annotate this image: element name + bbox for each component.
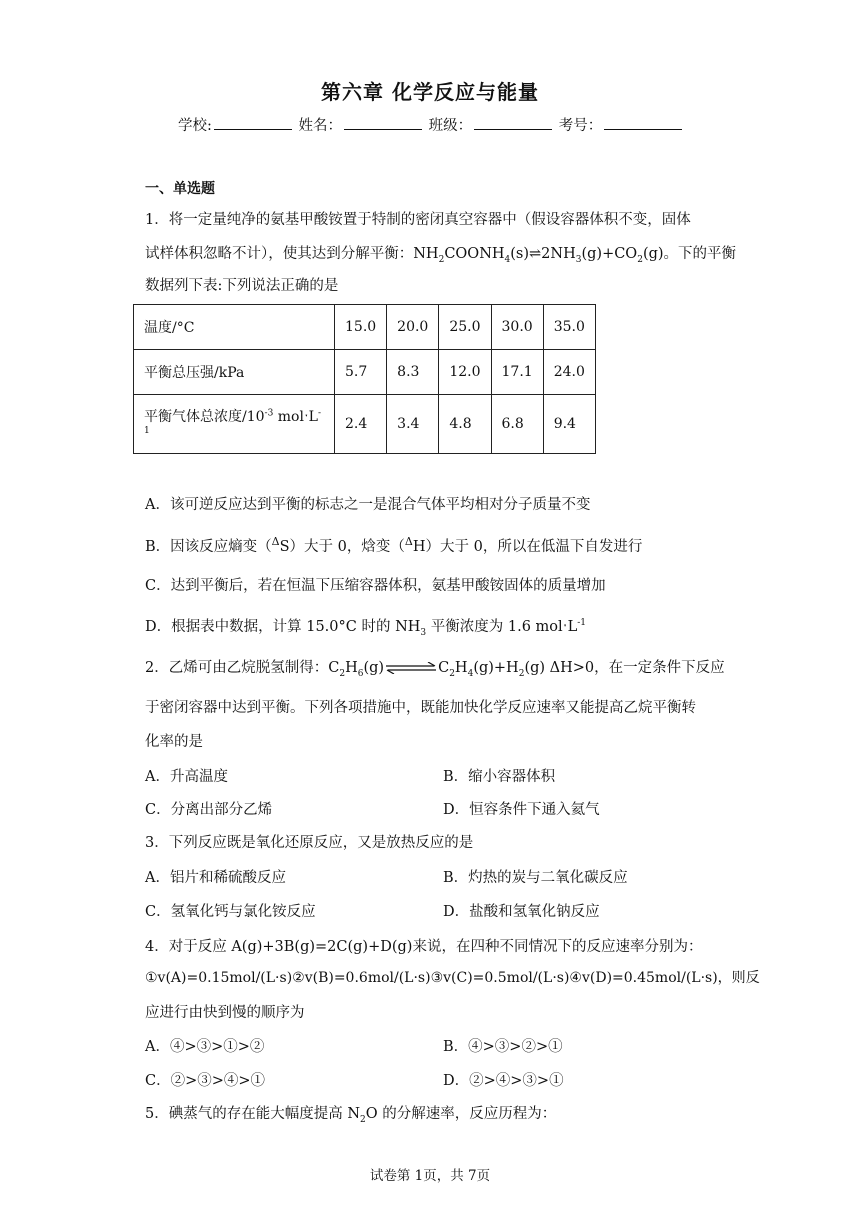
equilibrium-data-table bbox=[133, 304, 596, 454]
table-cell: 35.0 bbox=[543, 305, 595, 350]
q3-option-c: C．氢氧化钙与氯化铵反应 bbox=[145, 904, 316, 920]
q3-option-d: D．盐酸和氢氧化钠反应 bbox=[443, 904, 600, 920]
class-label: 班级： bbox=[428, 118, 473, 134]
student-info-line bbox=[178, 114, 684, 135]
table-row-label: 平衡气体总浓度$/10^{-3}$ molˑL$^{-1}$ bbox=[134, 395, 335, 454]
q2-option-d: D．恒容条件下通入氦气 bbox=[443, 802, 600, 818]
q4-line2: ①v(A)=0.15mol/(L·s)②v(B)=0.6mol/(L·s)③v(C)=0.5mol/(L·s)④v(D)=0.45mol/(L·s)，则反 bbox=[145, 970, 760, 986]
table-cell: 3.4 bbox=[387, 395, 439, 454]
section-title: 一、单选题 bbox=[145, 181, 215, 197]
row-label-unit: mol bbox=[273, 408, 304, 425]
eq-right-c: C bbox=[438, 660, 450, 676]
row-label-sup2: -1 bbox=[144, 408, 322, 436]
q1-option-c: C．达到平衡后，若在恒温下压缩容器体积，氨基甲酸铵固体的质量增加 bbox=[145, 578, 606, 594]
q1-line2: 试样体积忽略不计），使其达到分解平衡：$NH_2COONH_4(s)\rightleftharpoons 2NH_3(g)+CO_2(g)$。下的平衡 bbox=[145, 246, 737, 265]
q4-option-b: B．④>③>②>① bbox=[443, 1039, 563, 1055]
eq-tail2: (g) ΔH>0 bbox=[524, 660, 595, 676]
q2-line3: 化率的是 bbox=[145, 734, 203, 750]
q2-line2: 于密闭容器中达到平衡。下列各项措施中，既能加快化学反应速率又能提高乙烷平衡转 bbox=[145, 700, 696, 716]
table-cell: 2.4 bbox=[335, 395, 387, 454]
q1-option-b: B．因该反应熵变（$^\Delta$S）大于 0，焓变（$^\Delta$H）大于 0，所以在低温下自发进行 bbox=[145, 535, 643, 555]
table-cell: 20.0 bbox=[387, 305, 439, 350]
q4-line1: 4．对于反应 A(g)+3B(g)=2C(g)+D(g)来说，在四种不同情况下的反应速率分别为： bbox=[145, 939, 703, 955]
table-cell: 15.0 bbox=[335, 305, 387, 350]
table-cell: 24.0 bbox=[543, 350, 595, 395]
q5-line1: 5．碘蒸气的存在能大幅度提高 $N_2O$ 的分解速率，反应历程为： bbox=[145, 1106, 557, 1125]
q1-optb-text-c: H）大于 0，所以在低温下自发进行 bbox=[412, 539, 643, 555]
q1-optb-text-b: S）大于 0，焓变（ bbox=[279, 539, 405, 555]
table-row-label: 平衡总压强/kPa bbox=[134, 350, 335, 395]
class-blank bbox=[474, 116, 552, 130]
table-cell: 17.1 bbox=[491, 350, 543, 395]
q4-option-a: A．④>③>①>② bbox=[145, 1039, 265, 1055]
table-cell: 12.0 bbox=[439, 350, 491, 395]
id-blank bbox=[604, 116, 682, 130]
q1-line3: 数据列下表:下列说法正确的是 bbox=[145, 278, 339, 294]
table-cell: 30.0 bbox=[491, 305, 543, 350]
row-label-text: 平衡气体总浓度/10 bbox=[144, 408, 265, 425]
q1-line1: 1．将一定量纯净的氨基甲酸铵置于特制的密闭真空容器中（假设容器体积不变，固体 bbox=[145, 212, 691, 228]
table-row bbox=[134, 305, 596, 350]
name-blank bbox=[344, 116, 422, 130]
page-title: 第六章 化学反应与能量 bbox=[321, 80, 539, 104]
q3-option-a: A．铝片和稀硫酸反应 bbox=[145, 870, 286, 886]
table-cell: 9.4 bbox=[543, 395, 595, 454]
table-cell: 25.0 bbox=[439, 305, 491, 350]
table-row bbox=[134, 350, 596, 395]
page-footer: 试卷第 1页，共 7页 bbox=[369, 1168, 491, 1184]
id-label: 考号： bbox=[558, 118, 603, 134]
row-label-sup: -3 bbox=[264, 408, 274, 419]
q2-option-c: C．分离出部分乙烯 bbox=[145, 802, 273, 818]
table-row-label: 温度/°C bbox=[134, 305, 335, 350]
q1-optd-text-a: D．根据表中数据，计算 15.0°C 时的 NH bbox=[145, 619, 421, 635]
table-cell: 5.7 bbox=[335, 350, 387, 395]
q1-option-a: A．该可逆反应达到平衡的标志之一是混合气体平均相对分子质量不变 bbox=[145, 497, 591, 513]
table-cell: 4.8 bbox=[439, 395, 491, 454]
q2-equation: $C_2H_6(g)$ $C_2H_4(g)+H_2(g)$ ΔH>0 bbox=[328, 660, 595, 679]
eq-left-c: C bbox=[328, 660, 340, 676]
table-cell: 6.8 bbox=[491, 395, 543, 454]
q1-optd-text-c: L bbox=[567, 619, 578, 635]
q4-line3: 应进行由快到慢的顺序为 bbox=[145, 1005, 305, 1021]
q2-line1 bbox=[145, 656, 725, 679]
q1-optd-sup: -1 bbox=[577, 618, 586, 629]
eq-tail: (g)+H bbox=[473, 660, 519, 676]
q1-line2-text-b: COONH bbox=[444, 246, 505, 262]
q1-line2-text-e: (g)。下的平衡 bbox=[642, 246, 737, 262]
q1-optb-text-a: B．因该反应熵变（ bbox=[145, 539, 272, 555]
table-row bbox=[134, 395, 596, 454]
q5-text-a: 5．碘蒸气的存在能大幅度提高 N bbox=[145, 1106, 361, 1122]
q5-text-b: O 的分解速率，反应历程为： bbox=[365, 1106, 557, 1122]
school-blank bbox=[214, 116, 292, 130]
row-label-unit2: L bbox=[308, 408, 318, 425]
q1-line2-text-c: (s)⇌2NH bbox=[510, 246, 576, 262]
q1-line2-text-a: 试样体积忽略不计），使其达到分解平衡：NH bbox=[145, 246, 439, 262]
q2-line1-text: 2．乙烯可由乙烷脱氢制得： bbox=[145, 660, 329, 676]
q3-option-b: B．灼热的炭与二氧化碳反应 bbox=[443, 870, 628, 886]
q4-option-c: C．②>③>④>① bbox=[145, 1073, 266, 1089]
q4-option-d: D．②>④>③>① bbox=[443, 1073, 564, 1089]
q3-line1: 3．下列反应既是氧化还原反应，又是放热反应的是 bbox=[145, 835, 474, 851]
school-label: 学校: bbox=[178, 118, 212, 134]
name-label: 姓名： bbox=[298, 118, 342, 134]
q1-optd-text-b: 平衡浓度为 1.6 mol bbox=[426, 619, 563, 635]
table-cell: 8.3 bbox=[387, 350, 439, 395]
q1-line2-text-d: (g)+CO bbox=[581, 246, 638, 262]
q1-option-d: D．根据表中数据，计算 15.0°C 时的 $NH_3$ 平衡浓度为 1.6 molˑL$^{-1}$ bbox=[145, 618, 586, 638]
q2-line1-text-b: ，在一定条件下反应 bbox=[594, 660, 725, 676]
q2-option-b: B．缩小容器体积 bbox=[443, 769, 556, 785]
q2-option-a: A．升高温度 bbox=[145, 769, 228, 785]
equilibrium-arrow-icon bbox=[384, 662, 438, 674]
